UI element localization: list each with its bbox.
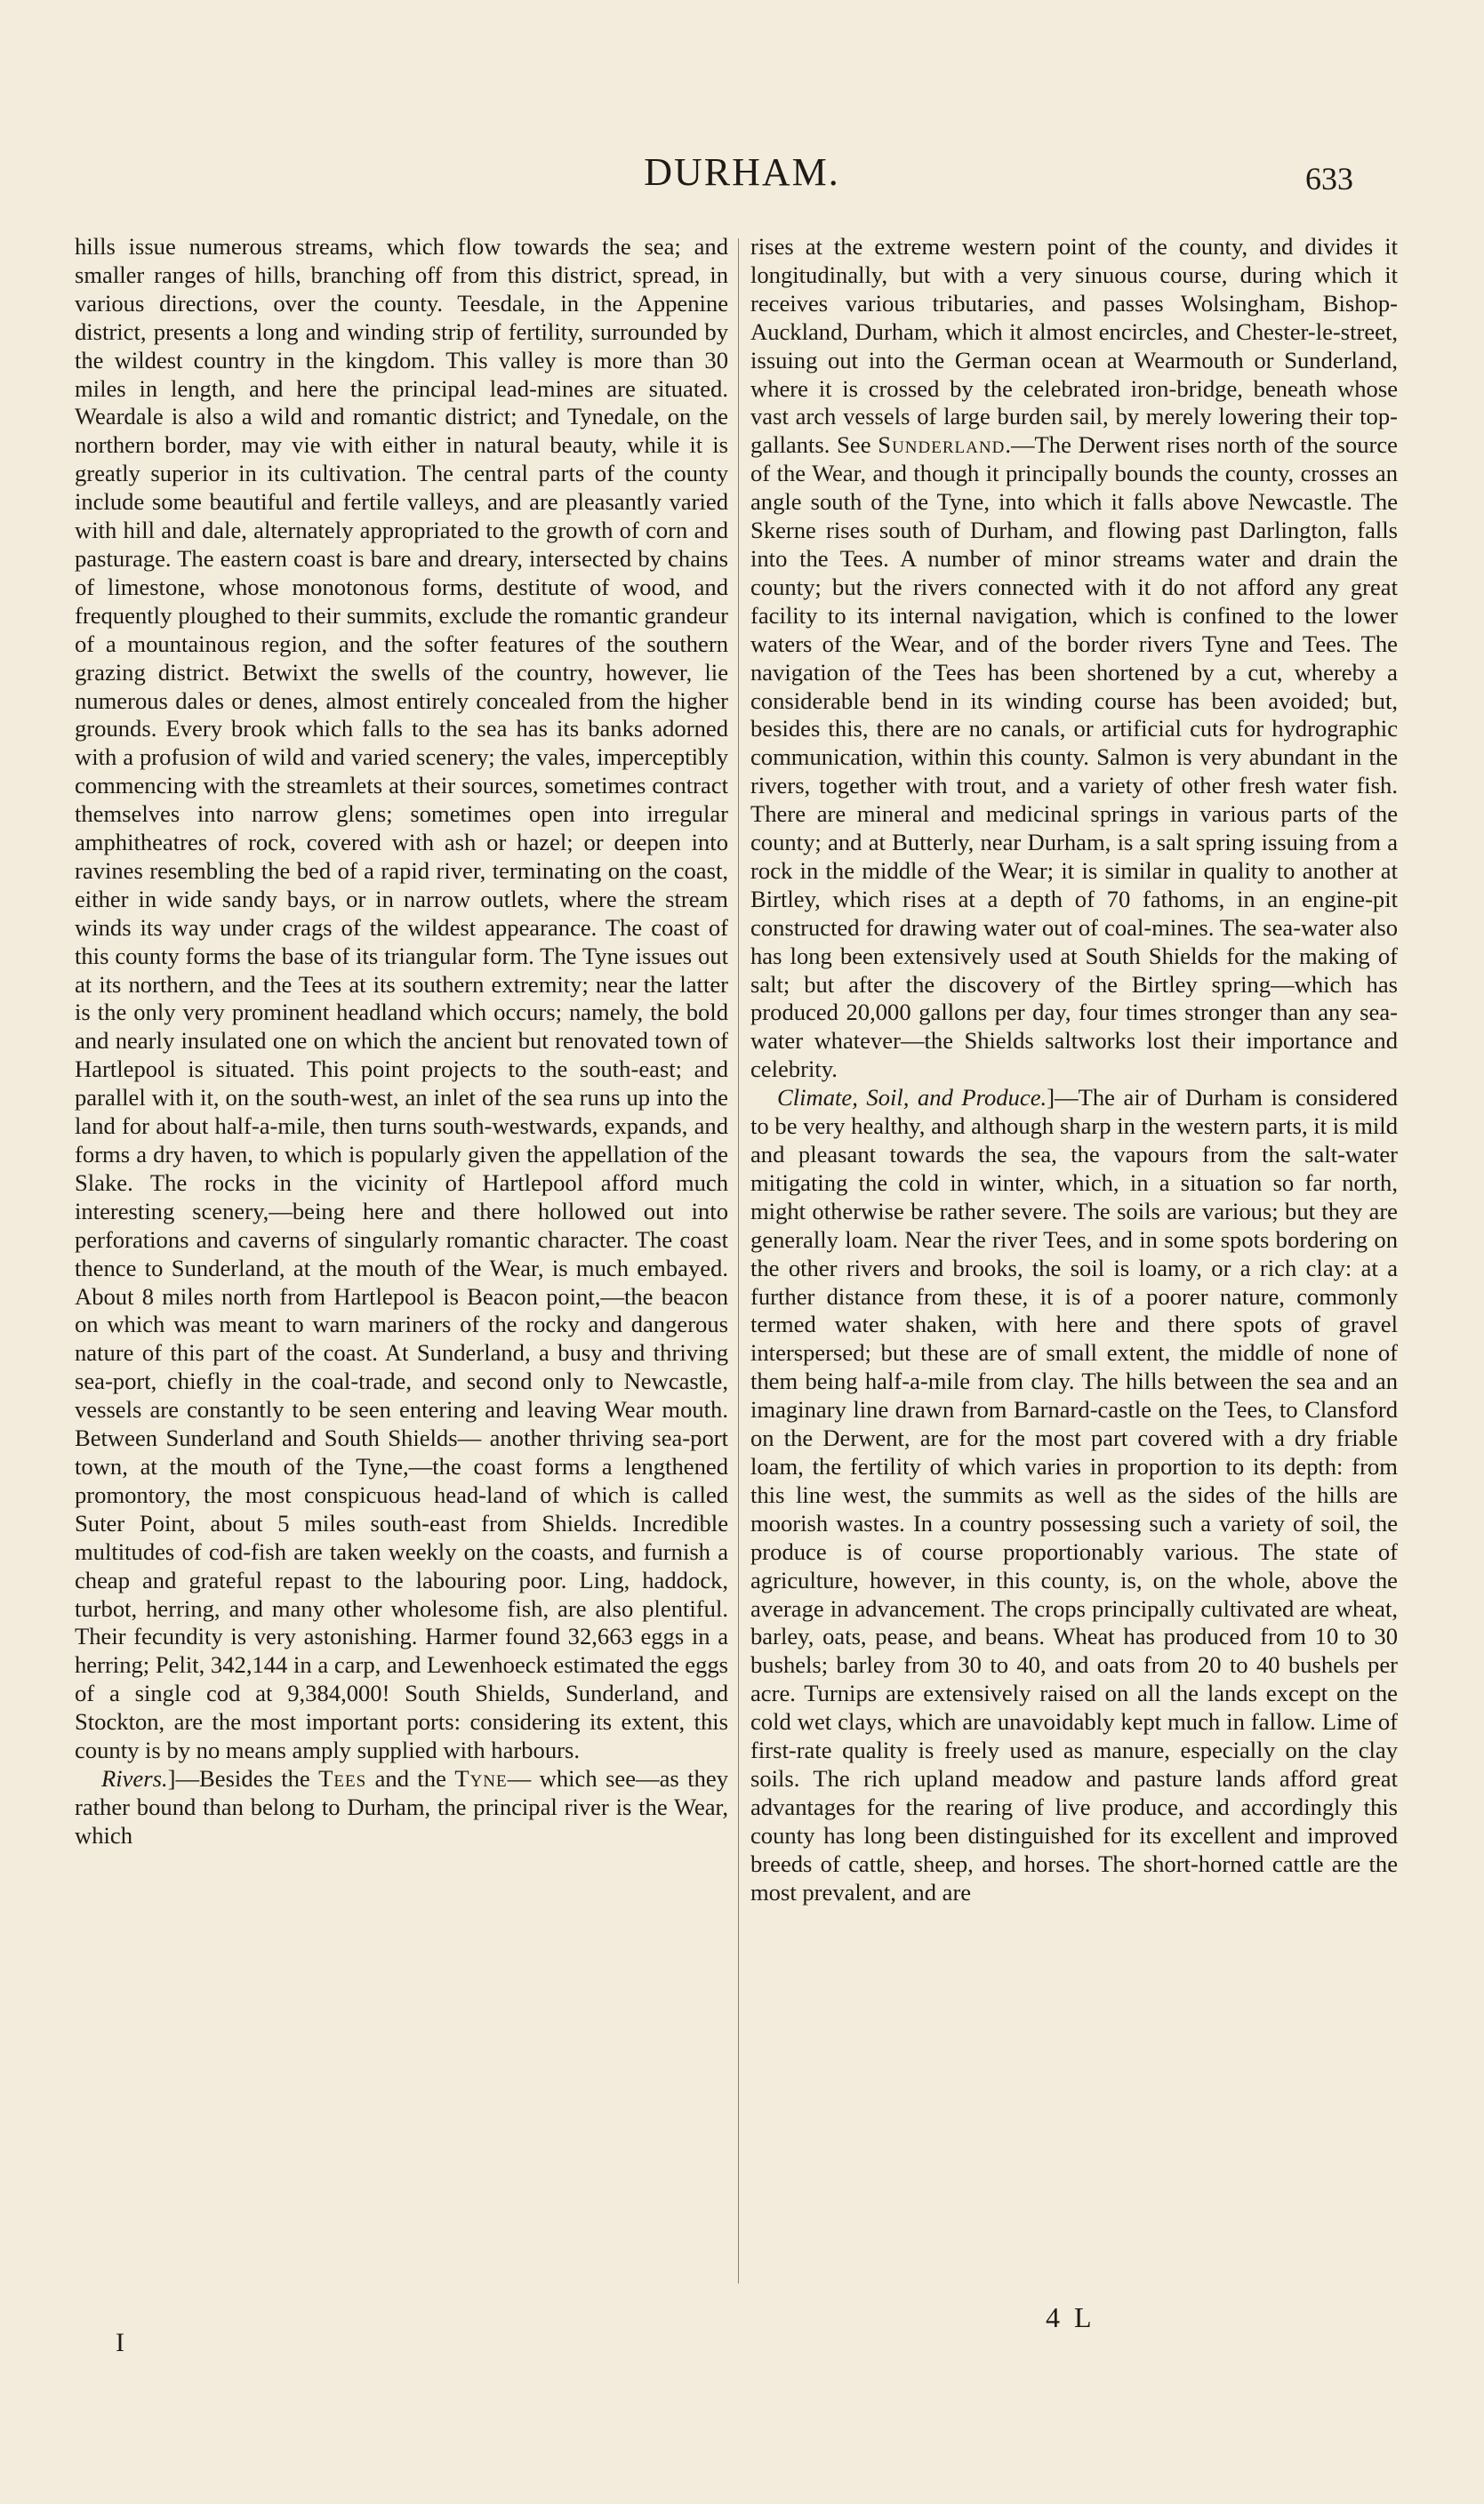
rivers-heading: Rivers. xyxy=(101,1764,168,1792)
rivers-text-a: ]—Besides the xyxy=(167,1764,310,1792)
sunderland-link: Sunderland xyxy=(878,431,1006,459)
rivers-text-b: — which see—as they rather bound than belong to Durham, the principal river is the Wear, which xyxy=(75,1764,728,1849)
page-number: 633 xyxy=(1305,161,1353,197)
left-paragraph-rivers xyxy=(75,1765,728,1850)
right-text-b: .—The Derwent rises north of the source of the Wear, and though it principally bounds the county, crosses an angle south of the Tyne, into which it falls above Newcastle. The Skerne rises south of Durham, and flowing past Darlington, falls into the Tees. A number of minor streams water and drain the county; but the rivers connected with it do not afford any great facility to its internal navigation, which is confined to the lower waters of the Wear, and of the border rivers Tyne and Tees. The navigation of the Tees has been shortened by a cut, whereby a considerable bend in its winding course has been avoided; but, besides this, there are no canals, or artificial cuts for hydrographic communication, within this county. Salmon is very abundant in the rivers, together with trout, and a variety of other fresh water fish. There are mineral and medicinal springs in various parts of the county; and at Butterly, near Durham, is a salt spring issuing from a rock in the middle of the Wear; it is similar in quality to another at Birtley, which rises at a depth of 70 fathoms, in an engine-pit constructed for drawing water out of coal-mines. The sea-water also has long been extensively used at South Shields for the making of salt; but after the discovery of the Birtley spring—which has produced 20,000 gallons per day, four times stronger than any sea-water whatever—the Shields saltworks lost their importance and celebrity. xyxy=(750,431,1398,1083)
right-paragraph-1 xyxy=(750,233,1398,1084)
rivers-text-and: and the xyxy=(374,1764,446,1792)
right-paragraph-climate xyxy=(750,1084,1398,1906)
right-text-a: rises at the extreme western point of the county, and divides it longitudinally, but with a very sinuous course, during which it receives various tributaries, and passes Wolsingham, Bishop-Auckland, Durham, which it almost encircles, and Chester-le-street, issuing out into the German ocean at Wearmouth or Sunderland, where it is crossed by the celebrated iron-bridge, beneath whose vast arch vessels of large burden sail, by merely lowering their top-gallants. See xyxy=(750,233,1398,459)
signature-mark-right: 4 L xyxy=(1046,2301,1095,2333)
column-divider xyxy=(738,238,739,2283)
climate-text: ]—The air of Durham is considered to be very healthy, and although sharp in the western parts, it is mild and pleasant towards the sea, the vapours from the salt-water mitigating the cold in winter, which, in a situation so far north, might otherwise be rather severe. The soils are various; but they are generally loam. Near the river Tees, and in some spots bordering on the other rivers and brooks, the soil is loamy, or a rich clay: at a further distance from these, it is of a poorer nature, commonly termed water shaken, with here and there spots of gravel interspersed; but these are of small extent, the middle of none of them being half-a-mile from clay. The hills between the sea and an imaginary line drawn from Barnard-castle on the Tees, to Clansford on the Derwent, are for the most part covered with a dry friable loam, the fertility of which varies in proportion to its depth: from this line west, the summits as well as the sides of the hills are moorish wastes. In a country possessing such a variety of soil, the produce is of course proportionably various. The state of agriculture, however, in this county, is, on the whole, above the average in advancement. The crops principally cultivated are wheat, barley, oats, pease, and beans. Wheat has produced from 10 to 30 bushels; barley from 30 to 40, and oats from 20 to 40 bushels per acre. Turnips are extensively raised on all the lands except on the cold wet clays, which are unavoidably kept much in fallow. Lime of first-rate quality is freely used as manure, especially on the clay soils. The rich upland meadow and pasture lands afford great advantages for the rearing of live produce, and accordingly this county has long been distinguished for its excellent and improved breeds of cattle, sheep, and horses. The short-horned cattle are the most prevalent, and are xyxy=(750,1084,1399,1906)
left-column xyxy=(75,233,728,1850)
left-paragraph-1: hills issue numerous streams, which flow towards the sea; and smaller ranges of hills, branching off from this district, spread, in various directions, over the county. Teesdale, in the Appenine district, presents a long and winding strip of fertility, surrounded by the wildest country in the kingdom. This valley is more than 30 miles in length, and here the principal lead-mines are situated. Weardale is also a wild and romantic district; and Tynedale, on the northern border, may vie with either in natural beauty, while it is greatly superior in its cultivation. The central parts of the county include some beautiful and fertile valleys, and are pleasantly varied with hill and dale, alternately appropriated to the growth of corn and pasturage. The eastern coast is bare and dreary, intersected by chains of limestone, whose monotonous forms, destitute of wood, and frequently ploughed to their summits, exclude the romantic grandeur of a mountainous region, and the softer features of the southern grazing district. Betwixt the swells of the country, however, lie numerous dales or denes, almost entirely concealed from the higher grounds. Every brook which falls to the sea has its banks adorned with a profusion of wild and varied scenery; the vales, imperceptibly commencing with the streamlets at their sources, sometimes contract themselves into narrow glens; sometimes open into irregular amphitheatres of rock, covered with ash or hazel; or deepen into ravines resembling the bed of a rapid river, terminating on the coast, either in wide sandy bays, or in narrow outlets, where the stream winds its way under crags of the wildest appearance. The coast of this county forms the base of its triangular form. The Tyne issues out at its northern, and the Tees at its southern extremity; near the latter is the only very prominent headland which occurs; namely, the bold and nearly insulated one on which the ancient but renovated town of Hartlepool is situated. This point projects to the south-east; and parallel with it, on the south-west, an inlet of the sea runs up into the land for about half-a-mile, then turns south-westwards, expands, and forms a dry haven, to which is popularly given the appellation of the Slake. The rocks in the vicinity of Hartlepool afford much interesting scenery,—being here and there hollowed out into perforations and caverns of singularly romantic character. The coast thence to Sunderland, at the mouth of the Wear, is much embayed. About 8 miles north from Hartlepool is Beacon point,—the beacon on which was meant to warn mariners of the rocky and dangerous nature of this part of the coast. At Sunderland, a busy and thriving sea-port, chiefly in the coal-trade, and second only to Newcastle, vessels are constantly to be seen entering and leaving Wear mouth. Between Sunderland and South Shields— another thriving sea-port town, at the mouth of the Tyne,—the coast forms a lengthened promontory, the most conspicuous head-land of which is called Suter Point, about 5 miles south-east from Shields. Incredible multitudes of cod-fish are taken weekly on the coasts, and furnish a cheap and grateful repast to the labouring poor. Ling, haddock, turbot, herring, and many other wholesome fish, are also plentiful. Their fecundity is very astonishing. Harmer found 32,663 eggs in a herring; Pelit, 342,144 in a carp, and Lewenhoeck estimated the eggs of a single cod at 9,384,000! South Shields, Sunderland, and Stockton, are the most important ports: considering its extent, this county is by no means amply supplied with harbours. xyxy=(75,233,728,1764)
signature-mark-left: I xyxy=(116,2328,124,2357)
tyne-link: Tyne xyxy=(454,1764,508,1792)
page-title: DURHAM. xyxy=(644,150,840,194)
climate-heading: Climate, Soil, and Produce. xyxy=(777,1084,1047,1112)
tees-link: Tees xyxy=(318,1764,367,1792)
right-column xyxy=(750,233,1398,1906)
